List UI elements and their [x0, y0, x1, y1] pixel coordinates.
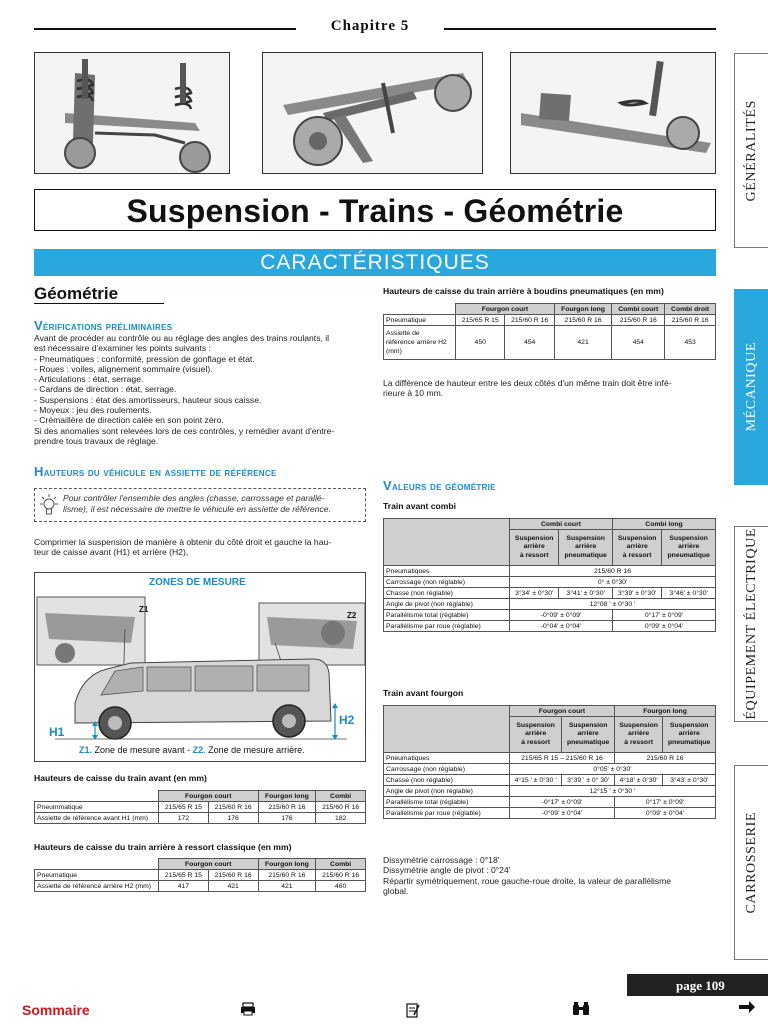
table-cell: -0°17' ± 0°09' — [510, 797, 615, 808]
table-subheader: Suspension arrière pneumatique — [663, 717, 716, 753]
row-label: Assiette de référence avant H1 (mm) — [35, 813, 159, 824]
row-label: Angle de pivot (non réglable) — [384, 599, 510, 610]
table-cell: 0°17' ± 0°09' — [612, 610, 715, 621]
table-cell: 0° ± 0°30' — [510, 577, 716, 588]
note-box — [34, 488, 366, 522]
table-row — [384, 706, 716, 717]
row-label: Chasse (non réglable) — [384, 775, 510, 786]
table-row — [384, 775, 716, 786]
verif-line: est nécessaire d'examiner les points suivants : — [34, 343, 211, 354]
table-row — [384, 315, 716, 326]
dissymetrie-text — [383, 855, 718, 896]
table-header: Combi — [316, 859, 366, 870]
dissymetrie-line: Dissymétrie carrossage : 0°18' — [383, 855, 500, 865]
table-subheader: Suspension arrière pneumatique — [562, 717, 615, 753]
verif-line: - Moyeux : jeu des roulements. — [34, 405, 152, 416]
table-row — [384, 797, 716, 808]
table-row — [384, 577, 716, 588]
row-label: Carrossage (non réglable) — [384, 577, 510, 588]
row-label: Pneumatiques — [384, 566, 510, 577]
table-cell: 215/65 R 15 — [456, 315, 505, 326]
table-cell: 0°05' ± 0°30' — [510, 764, 716, 775]
table-cell: 172 — [159, 813, 209, 824]
table-subheader: Suspension arrière pneumatique — [559, 530, 613, 566]
table-cell: 421 — [258, 881, 316, 892]
notes-icon[interactable] — [406, 1002, 420, 1022]
table-train-avant-fourgon — [383, 705, 716, 819]
hauteurs-line: Comprimer la suspension de manière à obtenir du côté droit et gauche la hau- — [34, 537, 332, 547]
chapter-rule-right — [444, 28, 716, 30]
chapter-rule-left — [34, 28, 296, 30]
tab-equipement-electrique[interactable] — [734, 526, 768, 722]
search-binoculars-icon[interactable] — [572, 1002, 590, 1020]
verif-heading-rest: érifications préliminaires — [42, 321, 173, 333]
table-cell: 3°39' ± 0°30' — [612, 588, 661, 599]
table-train-avant-combi — [383, 518, 716, 632]
table-cell: -0°09' ± 0°04' — [510, 808, 615, 819]
table-row — [384, 808, 716, 819]
dissymetrie-line: Répartir symétriquement, roue gauche-roue droite, la valeur de parallélisme — [383, 875, 672, 886]
tab-generalites[interactable] — [734, 53, 768, 248]
table-row — [35, 881, 366, 892]
row-label: Parallélisme par roue (réglable) — [384, 808, 510, 819]
table-cell: 176 — [258, 813, 316, 824]
table-avant-caption: Hauteurs de caisse du train avant (en mm) — [34, 773, 207, 783]
table-hauteurs-arriere-pneu — [383, 303, 716, 360]
table-row — [384, 326, 716, 360]
table-cell: 215/60 R 16 — [208, 870, 258, 881]
verif-line: - Suspensions : état des amortisseurs, hauteur sous caisse. — [34, 394, 262, 405]
table-cell: 3°43' ± 0°30' — [663, 775, 716, 786]
table-row — [384, 304, 716, 315]
table-header: Fourgon court — [510, 706, 615, 717]
note-line: lisme), il est nécessaire de mettre le véhicule en assiette de référence. — [63, 503, 331, 514]
diagram-caption — [79, 745, 305, 755]
table-row — [384, 610, 716, 621]
table-cell: 215/60 R 16 — [316, 870, 366, 881]
table-header: Fourgon long — [554, 304, 611, 315]
print-icon[interactable] — [240, 1002, 256, 1020]
table-header: Fourgon court — [456, 304, 555, 315]
table-row — [35, 802, 366, 813]
table-cell: 0°09' ± 0°04' — [612, 621, 715, 632]
table-cell: 215/65 R 15 — [159, 802, 209, 813]
lightbulb-icon — [38, 492, 60, 520]
row-label: Pneummatique — [35, 802, 159, 813]
row-label — [384, 326, 456, 360]
table-header: Combi court — [612, 304, 665, 315]
table-cell: 182 — [316, 813, 366, 824]
page-number: page 109 — [676, 978, 725, 993]
table-cell: 454 — [612, 326, 665, 360]
table-cell: 0°17' ± 0°09' — [614, 797, 715, 808]
page-title-box — [34, 189, 716, 231]
z2-label: Z2 — [347, 611, 357, 620]
table-cell: 454 — [505, 326, 554, 360]
caption-z1: Z1. — [79, 745, 93, 755]
z1-label: Z1 — [139, 605, 149, 614]
table-cell: 215/60 R 16 — [208, 802, 258, 813]
combi-caption: Train avant combi — [383, 501, 457, 511]
table-cell: 215/60 R 16 — [505, 315, 554, 326]
difference-line: La différence de hauteur entre les deux côtés d'un même train doit être infé- — [383, 378, 672, 388]
chapter-title: Chapitre 5 — [330, 18, 410, 34]
table-subheader: Suspension arrière à ressort — [510, 717, 562, 753]
table-row — [35, 859, 366, 870]
row-label: Parallélisme total (réglable) — [384, 610, 510, 621]
h1-label: H1 — [49, 725, 65, 739]
table-subheader: Suspension arrière à ressort — [612, 530, 661, 566]
note-text — [63, 493, 363, 514]
table-cell: 215/60 R 16 — [665, 315, 716, 326]
table-header: Fourgon long — [614, 706, 715, 717]
dissymetrie-line: Dissymétrie angle de pivot : 0°24' — [383, 865, 511, 876]
tab-carrosserie[interactable] — [734, 765, 768, 960]
tab-equipement-electrique-label: ÉQUIPEMENT ÉLECTRIQUE — [743, 528, 759, 720]
section-banner: CARACTÉRISTIQUES — [34, 249, 716, 276]
valeurs-heading-initial: V — [383, 478, 392, 493]
table-arr-classique-caption: Hauteurs de caisse du train arrière à ressort classique (en mm) — [34, 842, 292, 852]
table-cell: 4°15 ' ± 0°30 ' — [510, 775, 562, 786]
table-cell: 176 — [208, 813, 258, 824]
verif-line: - Roues : voiles, alignement sommaire (visuel). — [34, 363, 213, 374]
h2-label: H2 — [339, 713, 355, 727]
verif-text — [34, 333, 369, 446]
verif-line: - Cardans de direction : état, serrage. — [34, 384, 177, 395]
hauteurs-text — [34, 537, 369, 558]
table-cell: 450 — [456, 326, 505, 360]
caption-z2-text: Zone de mesure arrière. — [205, 745, 305, 755]
hauteurs-heading-initial: H — [34, 464, 44, 479]
verif-heading — [34, 318, 172, 333]
photo-rear-suspension — [510, 52, 716, 174]
table-row — [35, 813, 366, 824]
verif-line: - Crémaillère de direction calée en son point zéro. — [34, 415, 224, 426]
verif-line: prendre tous travaux de réglage. — [34, 435, 159, 446]
sommaire-link[interactable]: Sommaire — [22, 1002, 90, 1018]
table-cell: 12°08 ' ± 0°30 ' — [510, 599, 716, 610]
verif-line: - Articulations : état, serrage. — [34, 374, 144, 385]
tab-mecanique-label: MÉCANIQUE — [743, 342, 759, 432]
table-cell: 3°46' ± 0°30' — [662, 588, 716, 599]
table-subheader: Suspension arrière pneumatique — [662, 530, 716, 566]
hauteurs-heading — [34, 464, 277, 479]
table-cell: 417 — [159, 881, 209, 892]
row-label: Pneumatiques — [384, 753, 510, 764]
table-cell: 215/60 R 16 — [614, 753, 715, 764]
caption-z2: Z2. — [192, 745, 206, 755]
table-row — [384, 566, 716, 577]
next-arrow-icon[interactable] — [738, 1000, 756, 1018]
hauteurs-line: teur de caisse avant (H1) et arrière (H2), — [34, 547, 189, 558]
table-header: Fourgon court — [159, 791, 259, 802]
difference-note — [383, 378, 718, 399]
table-cell: 215/60 R 16 — [554, 315, 611, 326]
row-label: Chasse (non réglable) — [384, 588, 510, 599]
section-underline — [34, 303, 164, 304]
table-header: Fourgon long — [258, 859, 316, 870]
table-hauteurs-avant — [34, 790, 366, 824]
table-cell: 3°39 ' ± 0° 30' — [562, 775, 615, 786]
valeurs-heading — [383, 478, 496, 493]
row-label: Carrossage (non réglable) — [384, 764, 510, 775]
section-geometrie-title: Géométrie — [34, 284, 119, 303]
table-cell: 421 — [208, 881, 258, 892]
table-cell: 215/60 R 16 — [258, 802, 316, 813]
verif-heading-initial: V — [34, 318, 43, 333]
table-subheader: Suspension arrière à ressort — [510, 530, 559, 566]
photo-rear-axle — [262, 52, 483, 174]
tab-mecanique[interactable] — [734, 289, 768, 485]
hauteurs-heading-rest: auteurs du véhicule en assiette de référence — [43, 467, 277, 479]
table-hauteurs-arriere-classique — [34, 858, 366, 892]
table-arr-pneu-caption: Hauteurs de caisse du train arrière à boudins pneumatiques (en mm) — [383, 286, 664, 296]
table-cell: 215/60 R 16 — [612, 315, 665, 326]
row-label-line: Assiette de — [386, 330, 420, 337]
table-header: Fourgon court — [159, 859, 259, 870]
valeurs-heading-rest: aleurs de géométrie — [391, 481, 496, 493]
table-row — [384, 786, 716, 797]
photo-front-suspension — [34, 52, 230, 174]
table-cell: 215/60 R 16 — [316, 802, 366, 813]
fourgon-caption: Train avant fourgon — [383, 688, 464, 698]
table-cell: 215/60 R 16 — [258, 870, 316, 881]
table-row — [384, 599, 716, 610]
table-cell: 460 — [316, 881, 366, 892]
table-row — [384, 621, 716, 632]
table-cell: 215/65 R 15 – 215/60 R 16 — [510, 753, 615, 764]
table-header: Fourgon long — [258, 791, 316, 802]
row-label-line: (mm) — [386, 348, 402, 355]
table-row — [384, 764, 716, 775]
row-label-line: référence arrière H2 — [386, 339, 447, 346]
table-cell: -0°09' ± 0°09' — [510, 610, 613, 621]
table-row — [35, 791, 366, 802]
row-label: Parallélisme total (réglable) — [384, 797, 510, 808]
table-subheader: Suspension arrière à ressort — [614, 717, 662, 753]
table-row — [384, 588, 716, 599]
diagram-title: ZONES DE MESURE — [149, 577, 246, 588]
verif-line: - Pneumatiques : conformité, pression de gonflage et état. — [34, 353, 255, 364]
table-cell: 215/65 R 15 — [159, 870, 209, 881]
table-header: Combi long — [612, 519, 715, 530]
table-row — [35, 870, 366, 881]
row-label: Angle de pivot (non réglable) — [384, 786, 510, 797]
zones-de-mesure-diagram — [34, 572, 366, 762]
table-header: Combi droit — [665, 304, 716, 315]
table-row — [384, 519, 716, 530]
note-line: Pour contrôler l'ensemble des angles (chasse, carrossage et parallé- — [63, 493, 325, 503]
row-label: Pneumatique — [384, 315, 456, 326]
table-cell: 4°18' ± 0°30' — [614, 775, 662, 786]
table-row — [384, 753, 716, 764]
difference-line: rieure à 10 mm. — [383, 388, 444, 399]
table-cell: 215/60 R 16 — [510, 566, 716, 577]
table-cell: 3°34' ± 0°30' — [510, 588, 559, 599]
table-cell: 453 — [665, 326, 716, 360]
verif-line: Si des anomalies sont relevées lors de ces contrôles, y remédier avant d'entre- — [34, 425, 335, 436]
table-header: Combi court — [510, 519, 613, 530]
page-title: Suspension - Trains - Géométrie — [126, 193, 624, 229]
row-label: Assiette de référence arrière H2 (mm) — [35, 881, 159, 892]
table-cell: 421 — [554, 326, 611, 360]
table-cell: -0°04' ± 0°04' — [510, 621, 613, 632]
row-label: Parallélisme par roue (réglable) — [384, 621, 510, 632]
table-cell: 0°09' ± 0°04' — [614, 808, 715, 819]
table-cell: 3°41' ± 0°30' — [559, 588, 613, 599]
dissymetrie-line: global. — [383, 885, 409, 896]
caption-z1-text: Zone de mesure avant - — [92, 745, 193, 755]
tab-generalites-label: GÉNÉRALITÉS — [743, 99, 759, 202]
table-header: Combi — [316, 791, 366, 802]
table-cell: 12°15 ' ± 0°30 ' — [510, 786, 716, 797]
tab-carrosserie-label: CARROSSERIE — [743, 811, 759, 914]
row-label: Pneumatique — [35, 870, 159, 881]
verif-line: Avant de procéder au contrôle ou au réglage des angles des trains roulants, il — [34, 333, 330, 343]
